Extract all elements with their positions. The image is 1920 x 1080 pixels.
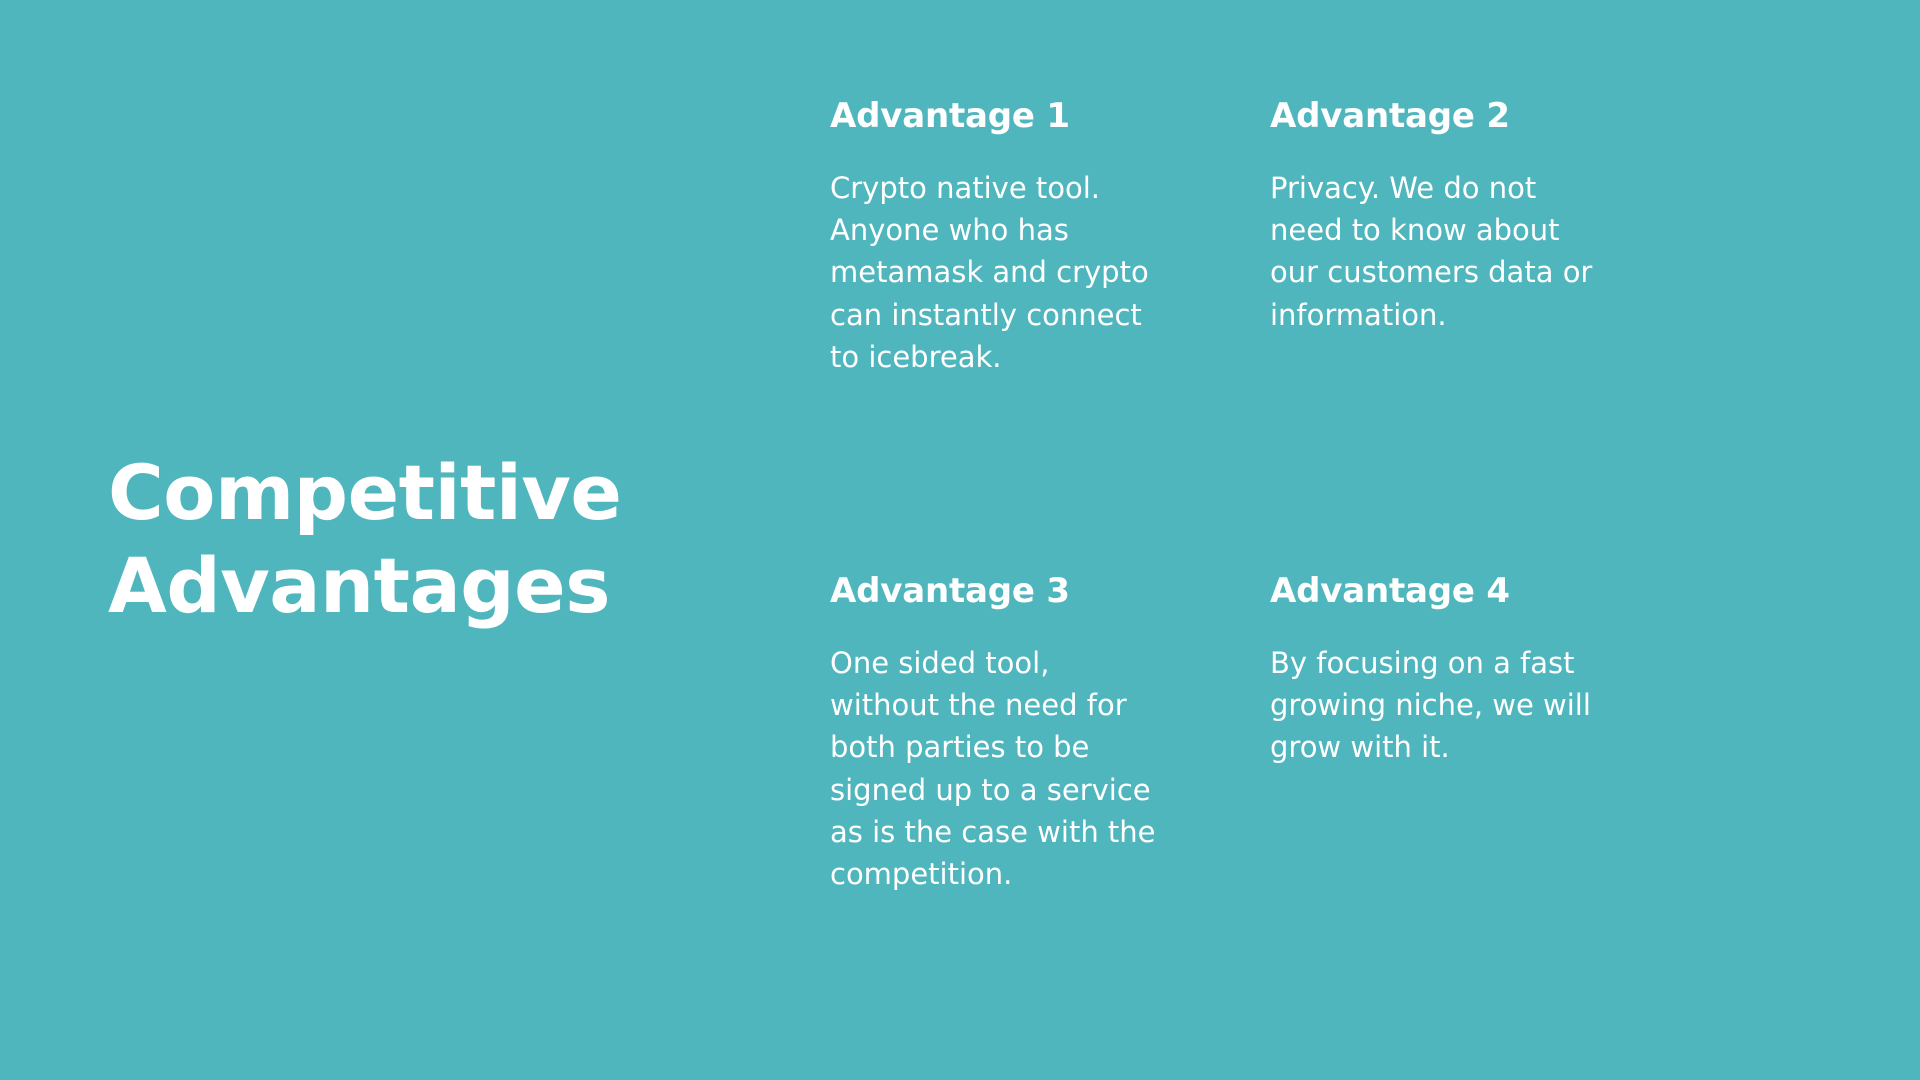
advantage-card-4 <box>1270 571 1710 1080</box>
page-title: Competitive Advantages <box>108 448 622 630</box>
advantage-card-2 <box>1270 96 1710 571</box>
advantage-1-heading: Advantage 1 <box>830 96 1070 136</box>
title-column <box>0 0 830 1080</box>
advantage-1-body: Crypto native tool. Anyone who has metamask and crypto can instantly connect to icebreak. <box>830 170 1149 375</box>
advantage-card-1 <box>830 96 1270 571</box>
advantage-4-body: By focusing on a fast growing niche, we will grow with it. <box>1270 645 1591 765</box>
advantage-card-3 <box>830 571 1270 1080</box>
advantage-4-heading: Advantage 4 <box>1270 571 1510 611</box>
advantages-grid <box>830 0 1920 1080</box>
advantage-2-body: Privacy. We do not need to know about our customers data or information. <box>1270 170 1593 332</box>
advantage-3-heading: Advantage 3 <box>830 571 1070 611</box>
advantage-3-body: One sided tool, without the need for both parties to be signed up to a service as is the case with the competition. <box>830 645 1156 892</box>
advantage-2-heading: Advantage 2 <box>1270 96 1510 136</box>
